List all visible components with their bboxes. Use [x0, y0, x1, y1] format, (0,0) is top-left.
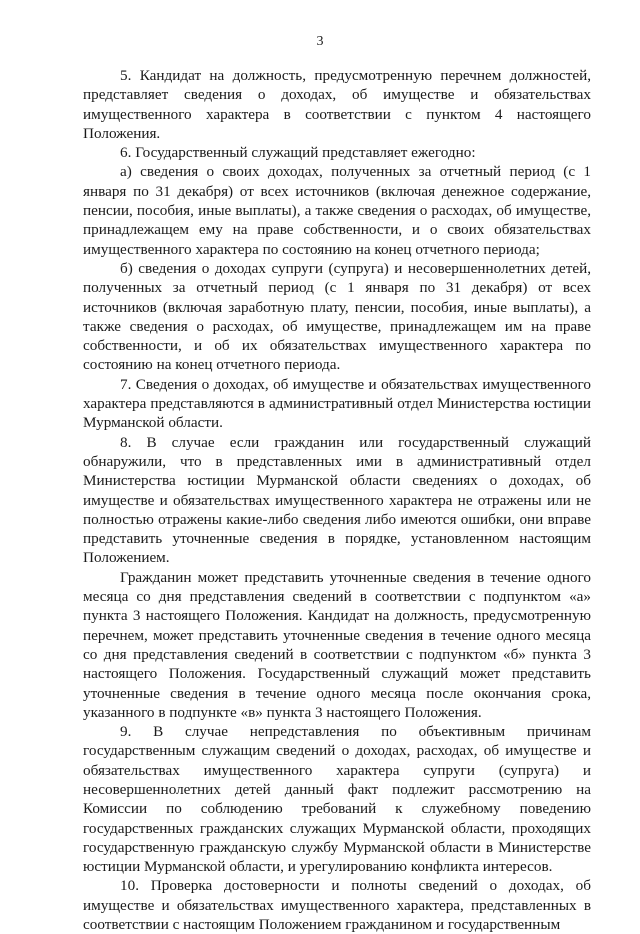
document-body — [83, 66, 591, 934]
paragraph-6b: б) сведения о доходах супруги (супруга) и несовершеннолетних детей, полученных за отчетный период (с 1 января по 31 декабря) от всех источников (включая заработную плату, пенсии, пособия, иные выплаты), а также сведения о расходах, об имуществе, принадлежащем им на праве собственности, и об их обязательствах имущественного характера по состоянию на конец отчетного периода. — [83, 259, 591, 374]
paragraph-8-continued: Гражданин может представить уточненные сведения в течение одного месяца со дня представления сведений в соответствии с подпунктом «а» пункта 3 настоящего Положения. Кандидат на должность, предусмотренную перечнем, может представить уточненные сведения в течение одного месяца со дня представления сведений в соответствии с подпунктом «б» пункта 3 настоящего Положения. Государственный служащий может представить уточненные сведения в течение одного месяца после окончания срока, указанного в подпункте «в» пункта 3 настоящего Положения. — [83, 568, 591, 721]
paragraph-6a: а) сведения о своих доходах, полученных за отчетный период (с 1 января по 31 декабря) от всех источников (включая денежное содержание, пенсии, пособия, иные выплаты), а также сведения о расходах, об имуществе, принадлежащем ему на праве собственности, и о своих обязательствах имущественного характера по состоянию на конец отчетного периода; — [83, 163, 591, 258]
paragraph-9: 9. В случае непредставления по объективным причинам государственным служащим сведений о доходах, расходах, об имуществе и обязательствах имущественного характера супруги (супруга) и несовершеннолетних детей данный факт подлежит рассмотрению на Комиссии по соблюдению требований к служебному поведению государственных гражданских служащих Мурманской области, проходящих государственную гражданскую службу Мурманской области в Министерстве юстиции Мурманской области, и урегулированию конфликта интересов. — [83, 723, 591, 876]
paragraph-8: 8. В случае если гражданин или государственный служащий обнаружили, что в представленных ими в административный отдел Министерства юстиции Мурманской области сведениях о доходах, об имуществе и обязательствах имущественного характера не отражены или не полностью отражены какие-либо сведения либо имеются ошибки, они вправе представить уточненные сведения в порядке, установленном настоящим Положением. — [83, 433, 591, 567]
paragraph-10: 10. Проверка достоверности и полноты сведений о доходах, об имуществе и обязательствах имущественного характера, представленных в соответствии с настоящим Положением гражданином и государственным — [83, 877, 591, 934]
page-number: 3 — [316, 34, 324, 49]
paragraph-5: 5. Кандидат на должность, предусмотренную перечнем должностей, представляет сведения о доходах, об имуществе и обязательствах имущественного характера в соответствии с пунктом 4 настоящего Положения. — [83, 67, 591, 142]
paragraph-6: 6. Государственный служащий представляет ежегодно: — [120, 144, 476, 162]
paragraph-7: 7. Сведения о доходах, об имуществе и обязательствах имущественного характера представляются в административный отдел Министерства юстиции Мурманской области. — [83, 375, 591, 432]
